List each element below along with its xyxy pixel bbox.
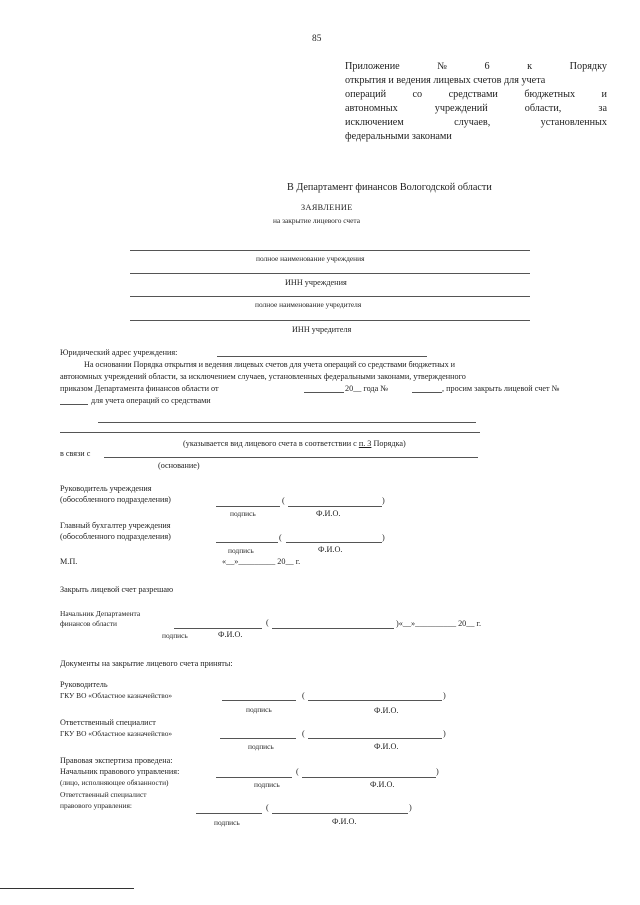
legal-spec-title-2: правового управления: xyxy=(60,801,132,810)
gku-head-title-2: ГКУ ВО «Областное казначейство» xyxy=(60,691,173,700)
accountant-title-2: (обособленного подразделения) xyxy=(60,532,171,541)
account-type-note: (указывается вид лицевого счета в соответствии с п. 3 Порядка) xyxy=(183,439,406,448)
dept-head-title-1: Начальник Департамента xyxy=(60,609,141,618)
legal-address-line[interactable] xyxy=(217,356,427,357)
legal-spec-fio-line[interactable] xyxy=(272,813,408,814)
founder-inn-line[interactable] xyxy=(130,320,530,321)
full-name-line[interactable] xyxy=(130,250,530,251)
dept-head-fio-line[interactable] xyxy=(272,628,394,629)
inn-line[interactable] xyxy=(130,273,530,274)
accountant-fio-line[interactable] xyxy=(286,542,382,543)
legal-head-title-1: Начальник правового управления: xyxy=(60,767,180,776)
gku-head-fio-line[interactable] xyxy=(308,700,442,701)
order-number-line[interactable] xyxy=(412,392,442,393)
account-number-line[interactable] xyxy=(60,404,88,405)
accountant-sign-line[interactable] xyxy=(216,542,278,543)
gku-spec-fio-caption: Ф.И.О. xyxy=(374,742,399,751)
permit-text: Закрыть лицевой счет разрешаю xyxy=(60,585,174,594)
gku-spec-title-2: ГКУ ВО «Областное казначейство» xyxy=(60,729,173,738)
body-line-1: На основании Порядка открытия и ведения лицевых счетов для учета операций со средствами бюджетных и xyxy=(84,360,455,369)
gku-head-fio-open: ( xyxy=(302,691,305,700)
head-sign-caption: подпись xyxy=(230,509,256,518)
order-date-line[interactable] xyxy=(304,392,344,393)
legal-head-sign-caption: подпись xyxy=(254,780,280,789)
gku-head-fio-close: ) xyxy=(443,691,446,700)
stamp-date: «__»_________ 20__ г. xyxy=(222,557,301,566)
head-fio-open: ( xyxy=(282,496,285,505)
body-line-2: автономных учреждений области, за исключением случаев, установленных федеральными законами, утвержденного xyxy=(60,372,466,381)
gku-spec-fio-line[interactable] xyxy=(308,738,442,739)
body-line-3b: 20__ года № xyxy=(345,384,389,393)
gku-spec-fio-open: ( xyxy=(302,729,305,738)
docs-accepted-text: Документы на закрытие лицевого счета приняты: xyxy=(60,659,233,668)
dept-head-fio-caption: Ф.И.О. xyxy=(218,630,243,639)
gku-head-sign-caption: подпись xyxy=(246,705,272,714)
gku-spec-sign-caption: подпись xyxy=(248,742,274,751)
appendix-line-4: автономных учреждений области, за xyxy=(345,103,607,114)
accountant-fio-caption: Ф.И.О. xyxy=(318,545,343,554)
appendix-line-1: Приложение № 6 к Порядку xyxy=(345,61,607,72)
legal-head-fio-line[interactable] xyxy=(302,777,436,778)
footnote-separator xyxy=(0,888,134,889)
document-title: ЗАЯВЛЕНИЕ xyxy=(301,203,353,212)
head-title-1: Руководитель учреждения xyxy=(60,484,152,493)
funds-line-1[interactable] xyxy=(98,422,476,423)
appendix-line-2: открытия и ведения лицевых счетов для учета xyxy=(345,75,546,86)
legal-head-fio-open: ( xyxy=(296,767,299,776)
gku-spec-sign-line[interactable] xyxy=(220,738,296,739)
legal-spec-fio-close: ) xyxy=(409,803,412,812)
order-clause-link[interactable]: п. 3 xyxy=(358,439,372,448)
legal-address-label: Юридический адрес учреждения: xyxy=(60,348,178,357)
dept-head-sign-caption: подпись xyxy=(162,631,188,640)
legal-spec-sign-line[interactable] xyxy=(196,813,262,814)
legal-spec-fio-caption: Ф.И.О. xyxy=(332,817,357,826)
dept-head-fio-open: ( xyxy=(266,618,269,627)
funds-line-2[interactable] xyxy=(60,432,480,433)
gku-head-title-1: Руководитель xyxy=(60,680,108,689)
accountant-sign-caption: подпись xyxy=(228,546,254,555)
gku-spec-fio-close: ) xyxy=(443,729,446,738)
founder-inn-caption: ИНН учредителя xyxy=(292,325,352,334)
legal-head-fio-caption: Ф.И.О. xyxy=(370,780,395,789)
legal-spec-title-1: Ответственный специалист xyxy=(60,790,147,799)
body-line-3c: , просим закрыть лицевой счет № xyxy=(442,384,560,393)
gku-head-fio-caption: Ф.И.О. xyxy=(374,706,399,715)
head-sign-line[interactable] xyxy=(216,506,280,507)
full-name-caption: полное наименование учреждения xyxy=(256,254,365,263)
reason-line[interactable] xyxy=(104,457,478,458)
head-fio-caption: Ф.И.О. xyxy=(316,509,341,518)
gku-spec-title-1: Ответственный специалист xyxy=(60,718,156,727)
addressee: В Департамент финансов Вологодской области xyxy=(287,182,492,193)
dept-head-sign-line[interactable] xyxy=(174,628,262,629)
legal-spec-sign-caption: подпись xyxy=(214,818,240,827)
accountant-fio-open: ( xyxy=(279,533,282,542)
accountant-fio-close: ) xyxy=(382,533,385,542)
legal-head-title-2: (лицо, исполняющее обязанности) xyxy=(60,778,169,787)
dept-head-title-2: финансов области xyxy=(60,619,117,628)
body-line-3a: приказом Департамента финансов области от xyxy=(60,384,219,393)
head-fio-line[interactable] xyxy=(288,506,382,507)
accountant-title-1: Главный бухгалтер учреждения xyxy=(60,521,171,530)
inn-caption: ИНН учреждения xyxy=(285,278,347,287)
founder-name-caption: полное наименование учредителя xyxy=(255,300,362,309)
appendix-line-3: операций со средствами бюджетных и xyxy=(345,89,607,100)
stamp-place: М.П. xyxy=(60,557,78,566)
legal-head-fio-close: ) xyxy=(436,767,439,776)
appendix-block xyxy=(345,60,607,144)
body-line-4: для учета операций со средствами xyxy=(91,396,211,405)
legal-spec-fio-open: ( xyxy=(266,803,269,812)
head-title-2: (обособленного подразделения) xyxy=(60,495,171,504)
dept-head-date: )«__»__________ 20__ г. xyxy=(396,619,481,628)
reason-caption: (основание) xyxy=(158,461,200,470)
reason-prefix: в связи с xyxy=(60,449,91,458)
founder-name-line[interactable] xyxy=(130,296,530,297)
legal-done: Правовая экспертиза проведена: xyxy=(60,756,173,765)
page-number: 85 xyxy=(312,34,322,44)
appendix-line-5: исключением случаев, установленных xyxy=(345,117,607,128)
legal-head-sign-line[interactable] xyxy=(216,777,292,778)
appendix-line-6: федеральными законами xyxy=(345,131,452,142)
gku-head-sign-line[interactable] xyxy=(222,700,296,701)
head-fio-close: ) xyxy=(382,496,385,505)
document-subtitle: на закрытие лицевого счета xyxy=(273,216,360,225)
